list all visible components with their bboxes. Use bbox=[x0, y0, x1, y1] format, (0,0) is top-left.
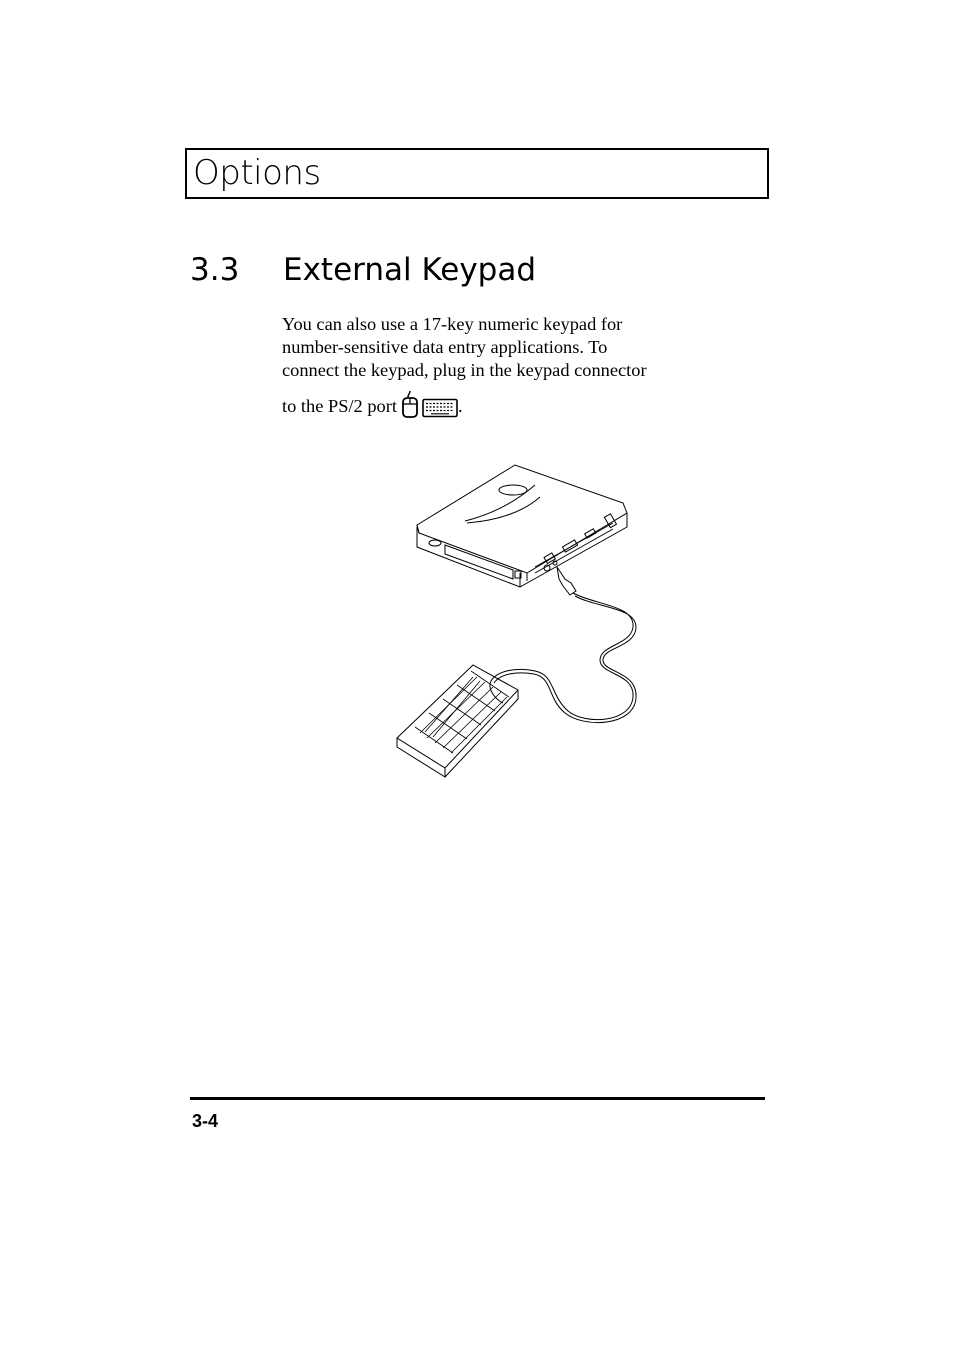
page-number: 3-4 bbox=[192, 1111, 219, 1131]
section-title: External Keypad bbox=[283, 252, 537, 288]
body-line: connect the keypad, plug in the keypad connector bbox=[282, 360, 647, 380]
keypad-connection-illustration bbox=[385, 455, 645, 785]
keypad-cable bbox=[490, 593, 633, 720]
mouse-icon bbox=[401, 390, 419, 418]
body-line: to the PS/2 port bbox=[282, 396, 397, 416]
cable-connector bbox=[557, 567, 576, 595]
ps2-port-icons bbox=[401, 390, 458, 418]
body-line: number-sensitive data entry applications. To bbox=[282, 337, 608, 357]
notebook-lid bbox=[417, 465, 627, 573]
chapter-header-box bbox=[185, 148, 769, 199]
section-number: 3.3 bbox=[190, 252, 240, 288]
body-line: You can also use a 17-key numeric keypad for bbox=[282, 314, 623, 334]
body-line-port bbox=[282, 390, 772, 418]
keypad-keys bbox=[415, 671, 509, 753]
body-line-end: . bbox=[457, 396, 463, 416]
chapter-title: Options bbox=[193, 153, 321, 193]
section-body bbox=[282, 313, 772, 418]
keypad-body bbox=[397, 665, 518, 768]
notebook-body bbox=[417, 513, 627, 587]
keyboard-icon bbox=[422, 398, 458, 418]
footer-rule bbox=[190, 1097, 765, 1100]
